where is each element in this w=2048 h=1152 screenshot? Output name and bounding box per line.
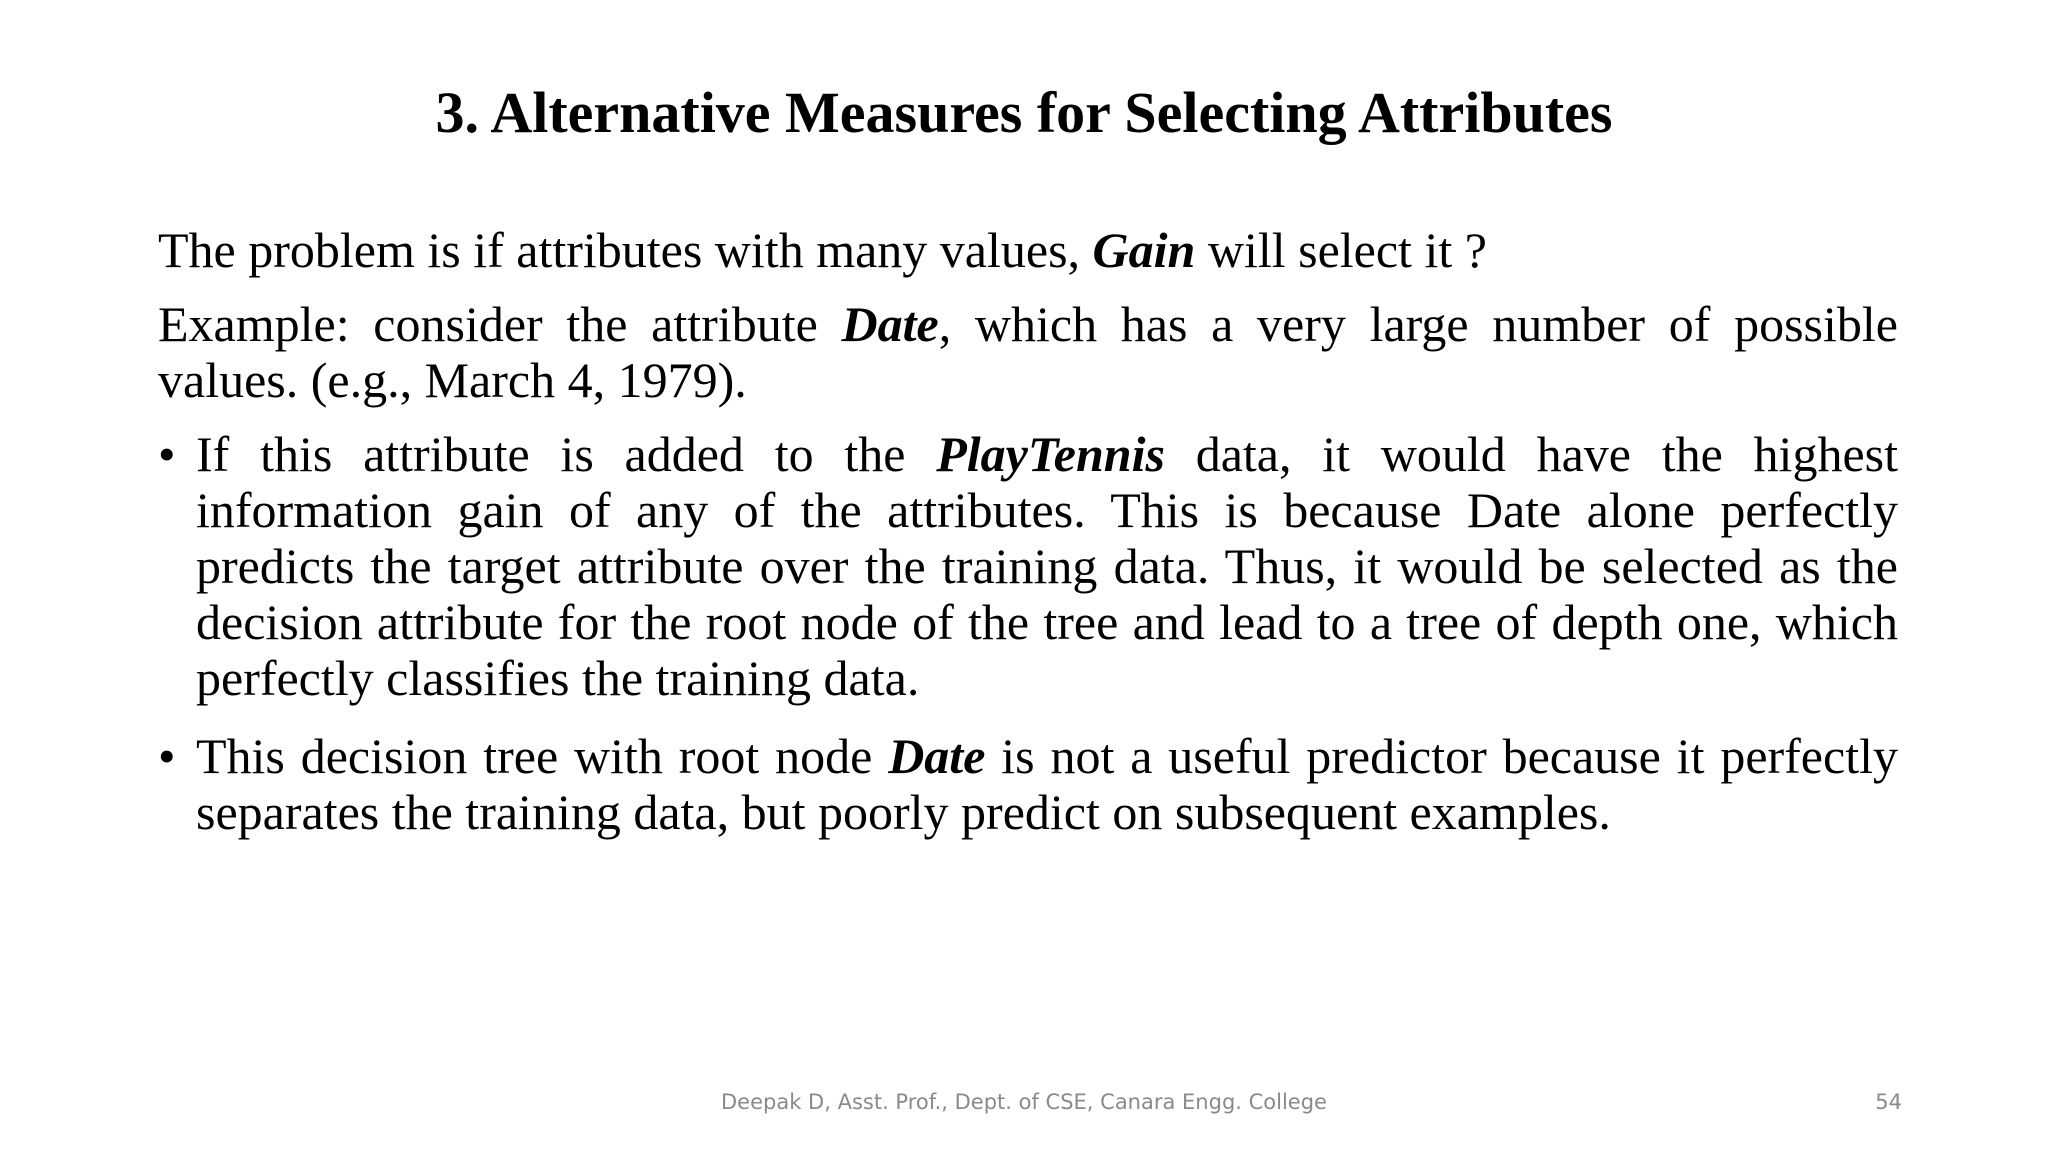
- slide-footer: Deepak D, Asst. Prof., Dept. of CSE, Canara Engg. College: [721, 1090, 1327, 1114]
- page-number: 54: [1875, 1090, 1902, 1114]
- problem-paragraph: [158, 222, 1898, 278]
- bullet-marker: •: [158, 426, 176, 482]
- example-paragraph: [158, 296, 1898, 408]
- example-text-before: Example: consider the attribute: [158, 296, 842, 352]
- example-text-after: , which has a very large number of possible values. (e.g., March 4, 1979).: [158, 296, 1898, 408]
- bullet-item: [158, 426, 1898, 706]
- bullet-marker: •: [158, 728, 176, 784]
- bullet-text-before: This decision tree with root node: [196, 728, 889, 784]
- date-term: Date: [888, 728, 986, 784]
- problem-text-before: The problem is if attributes with many values,: [158, 222, 1093, 278]
- bullet-list: [158, 426, 1898, 840]
- playtennis-term: PlayTennis: [936, 426, 1165, 482]
- bullet-text-after: is not a useful predictor because it perfectly separates the training data, but poorly predict on subsequent examples.: [196, 728, 1898, 840]
- slide-body: [158, 222, 1898, 862]
- slide-title: 3. Alternative Measures for Selecting Attributes: [435, 80, 1613, 145]
- bullet-text-after: data, it would have the highest information gain of any of the attributes. This is because Date alone perfectly predicts the target attribute over the training data. Thus, it would be selected as the decision attribute for the root node of the tree and lead to a tree of depth one, which perfectly classifies the training data.: [196, 426, 1898, 706]
- bullet-item: [158, 728, 1898, 840]
- problem-text-after: will select it ?: [1195, 222, 1487, 278]
- gain-term: Gain: [1092, 222, 1196, 278]
- date-term: Date: [841, 296, 939, 352]
- bullet-text-before: If this attribute is added to the: [196, 426, 937, 482]
